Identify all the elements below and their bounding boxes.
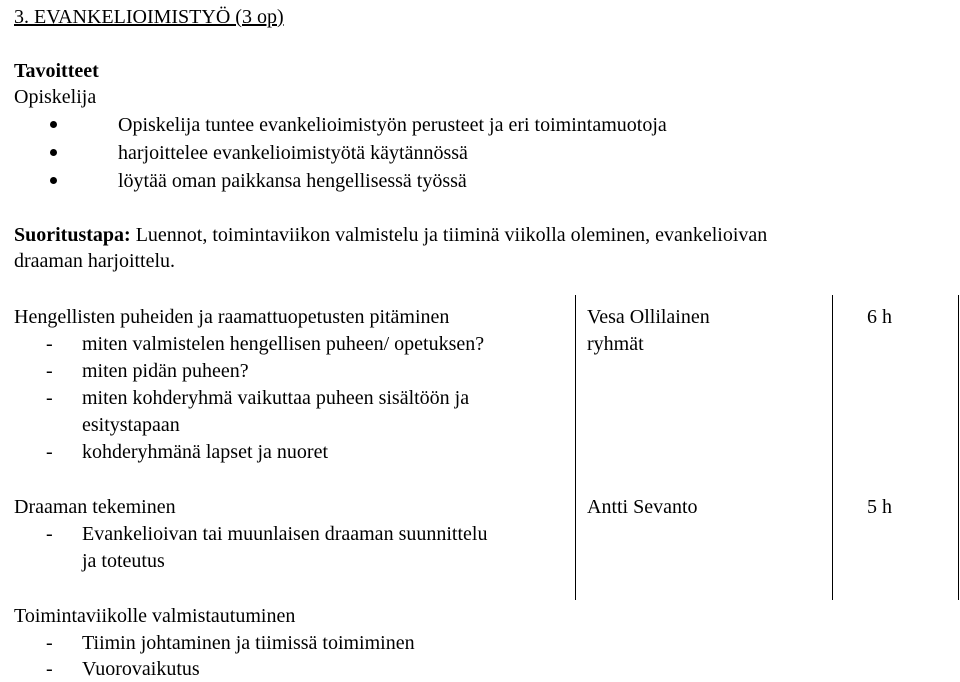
- dash: -: [46, 523, 53, 545]
- row-item: esitystapaan: [82, 414, 180, 436]
- method-line-1: [14, 222, 767, 248]
- table-divider: [958, 295, 959, 600]
- dash: -: [46, 360, 53, 382]
- goals-title: Tavoitteet: [14, 60, 99, 82]
- bullet-icon: [50, 121, 57, 128]
- method-text-2: draaman harjoittelu.: [14, 250, 176, 272]
- table-divider: [575, 295, 576, 600]
- row-item: Tiimin johtaminen ja tiimissä toimiminen: [82, 632, 415, 654]
- goals-subject: Opiskelija: [14, 86, 97, 108]
- bullet-icon: [50, 177, 57, 184]
- goal-item: Opiskelija tuntee evankelioimistyön perusteet ja eri toimintamuotoja: [118, 114, 667, 136]
- row-item: ja toteutus: [82, 550, 165, 572]
- dash: -: [46, 387, 53, 409]
- table-divider: [832, 295, 833, 600]
- hours: 6 h: [867, 306, 892, 328]
- dash: -: [46, 441, 53, 463]
- row-title: Toimintaviikolle valmistautuminen: [14, 605, 296, 627]
- bullet-icon: [50, 149, 57, 156]
- teacher-note: ryhmät: [587, 333, 644, 355]
- hours: 5 h: [867, 496, 892, 518]
- row-item: kohderyhmänä lapset ja nuoret: [82, 441, 329, 463]
- goal-item: harjoittelee evankelioimistyötä käytännössä: [118, 142, 468, 164]
- goal-item: löytää oman paikkansa hengellisessä työssä: [118, 170, 467, 192]
- row-item: Evankelioivan tai muunlaisen draaman suunnittelu: [82, 523, 488, 545]
- dash: -: [46, 658, 53, 680]
- dash: -: [46, 333, 53, 355]
- method-label: Suoritustapa:: [14, 224, 131, 246]
- section-heading: 3. EVANKELIOIMISTYÖ (3 op): [14, 6, 284, 28]
- row-item: miten pidän puheen?: [82, 360, 249, 382]
- method-text: Luennot, toimintaviikon valmistelu ja tiiminä viikolla oleminen, evankelioivan: [130, 224, 768, 246]
- dash: -: [46, 632, 53, 654]
- teacher-name: Antti Sevanto: [587, 496, 698, 518]
- row-item: miten valmistelen hengellisen puheen/ opetuksen?: [82, 333, 485, 355]
- row-title: Hengellisten puheiden ja raamattuopetusten pitäminen: [14, 306, 450, 328]
- row-title: Draaman tekeminen: [14, 496, 176, 518]
- teacher-name: Vesa Ollilainen: [587, 306, 710, 328]
- row-item: miten kohderyhmä vaikuttaa puheen sisältöön ja: [82, 387, 470, 409]
- row-item: Vuorovaikutus: [82, 658, 200, 680]
